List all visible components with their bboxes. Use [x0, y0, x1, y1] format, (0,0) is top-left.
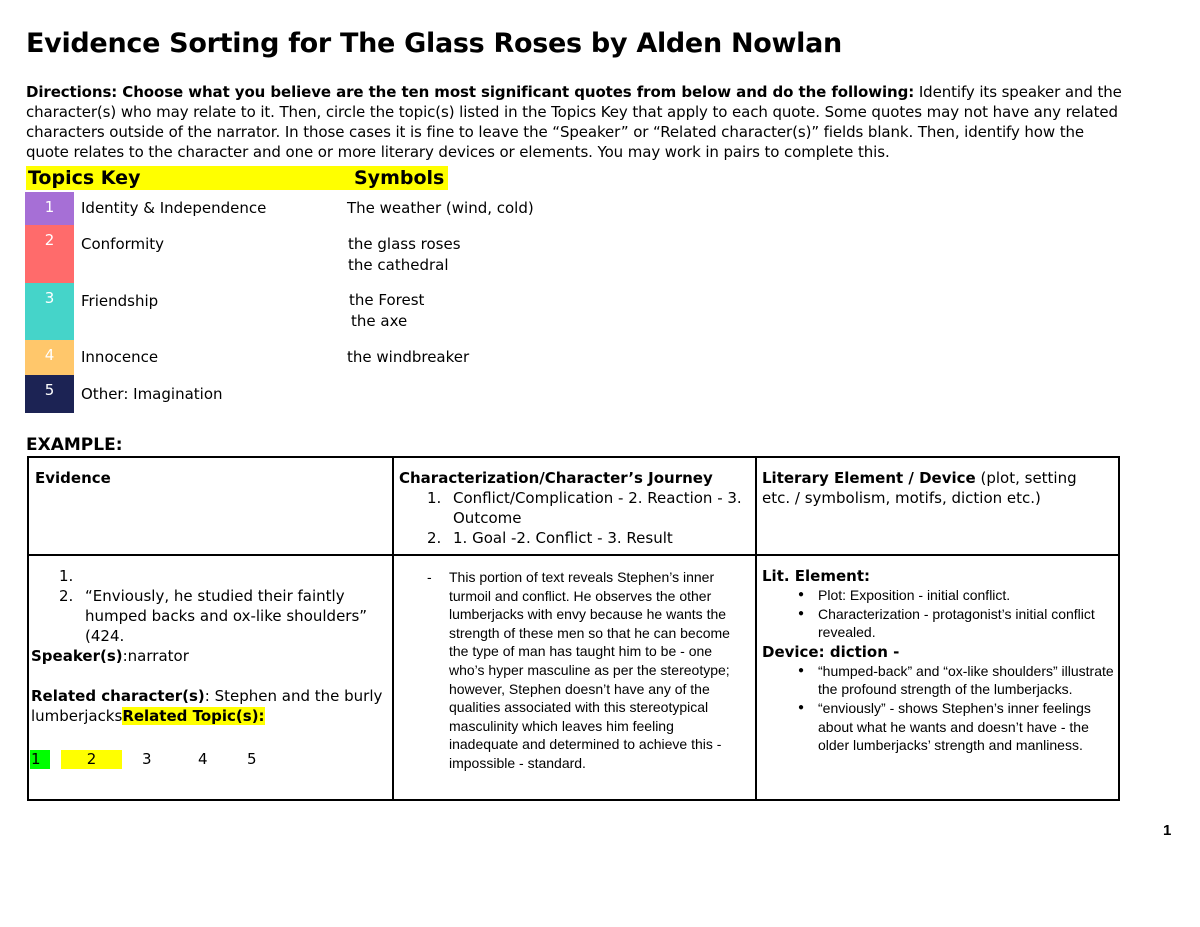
literary-cell — [762, 566, 1114, 755]
topic-label-5: Other: Imagination — [81, 385, 223, 403]
topic-label-4: Innocence — [81, 348, 159, 366]
symbol-cathedral: the cathedral — [348, 256, 449, 274]
header-evidence: Evidence — [35, 469, 111, 487]
step-text: Conflict/Complication - 2. Reaction - 3. Outcome — [453, 489, 742, 527]
lit-element-label: Lit. Element: — [762, 567, 871, 585]
speaker-value: :narrator — [122, 647, 189, 665]
characterization-step — [427, 488, 749, 528]
topic-pick-4: 4 — [198, 750, 208, 768]
table-divider — [755, 458, 757, 799]
page-number: 1 — [1163, 822, 1172, 839]
table-divider — [29, 554, 1118, 556]
header-characterization — [399, 468, 749, 548]
related-label: Related character(s) — [31, 687, 205, 705]
topic-swatch-5: 5 — [25, 375, 74, 413]
related-value: : Stephen and the burly lumberjacks — [31, 687, 383, 725]
topic-label-2: Conformity — [81, 235, 165, 253]
topic-pick-1: 1 — [30, 750, 50, 769]
evidence-cell — [31, 566, 389, 726]
step-number: 2. — [427, 529, 442, 547]
related-line — [31, 686, 389, 726]
header-literary-note: (plot, setting etc. / symbolism, motifs, diction etc.) — [762, 469, 1077, 507]
evidence-quote: “Enviously, he studied their faintly humped backs and ox-like shoulders” (424. — [85, 587, 368, 645]
characterization-steps — [427, 488, 749, 548]
table-divider — [392, 458, 394, 799]
example-label: EXAMPLE: — [26, 435, 123, 455]
topic-pick-5: 5 — [247, 750, 257, 768]
topic-swatch-4: 4 — [25, 340, 74, 375]
topic-pick-3: 3 — [142, 750, 152, 768]
header-characterization-title: Characterization/Character’s Journey — [399, 469, 713, 487]
symbol-weather: The weather (wind, cold) — [347, 199, 534, 217]
topic-swatch-3: 3 — [25, 283, 74, 340]
characterization-text: This portion of text reveals Stephen’s inner turmoil and conflict. He observes the other lumberjacks with envy because he wants the strength of these men so that he can become the type of man has taught him to be - one who’s hyper masculine as per the stereotype; however, Stephen doesn’t have any of the qualities associated with this stereotypical masculinity which leaves him feeling inadequate and determined to achieve this - impossible - standard. — [449, 569, 730, 771]
topic-label-1: Identity & Independence — [81, 199, 267, 217]
characterization-step — [427, 528, 749, 548]
directions-lead: Directions: Choose what you believe are the ten most significant quotes from below and do the following: — [26, 83, 915, 101]
step-number: 1. — [427, 489, 442, 507]
speaker-label: Speaker(s) — [31, 647, 123, 665]
evidence-item — [59, 586, 389, 646]
characterization-dash: - — [427, 569, 432, 585]
symbol-axe: the axe — [351, 312, 408, 330]
directions-body: Identify its speaker and the character(s) who may relate to it. Then, circle the topic(s) listed in the Topics Key that apply to each quote. Some quotes may not have any related characters outside of the narrator. In those cases it is fine to leave the “Speaker” or “Related character(s)” fields blank. Then, identify how the quote relates to the character and one or more literary devices or elements. You may work in pairs to complete this. — [26, 83, 1122, 161]
spacer — [31, 666, 389, 686]
page-title: Evidence Sorting for The Glass Roses by Alden Nowlan — [26, 28, 842, 59]
step-text: 1. Goal -2. Conflict - 3. Result — [453, 529, 673, 547]
item-number: 1. — [59, 567, 74, 585]
symbol-forest: the Forest — [349, 291, 425, 309]
header-literary — [762, 468, 1102, 508]
evidence-list — [59, 566, 389, 646]
symbol-glass-roses: the glass roses — [348, 235, 461, 253]
topics-key-header: Topics Key — [26, 166, 352, 190]
device-item: ● “enviously” - shows Stephen’s inner feelings about what he wants and doesn’t have - the older lumberjacks’ strength and manliness. — [792, 699, 1114, 755]
topic-label-3: Friendship — [81, 292, 159, 310]
device-list — [792, 662, 1114, 755]
lit-element-list — [792, 586, 1114, 642]
directions — [26, 82, 1126, 162]
example-table — [27, 456, 1120, 801]
evidence-item — [59, 566, 389, 586]
speaker-line — [31, 646, 389, 666]
topic-swatch-2: 2 — [25, 225, 74, 283]
symbols-header: Symbols — [352, 166, 448, 190]
related-topics-label: Related Topic(s): — [122, 707, 265, 725]
item-number: 2. — [59, 587, 74, 605]
symbol-windbreaker: the windbreaker — [347, 348, 470, 366]
topic-swatch-1: 1 — [25, 192, 74, 225]
topic-pick-2: 2 — [61, 750, 122, 769]
device-item: ● “humped-back” and “ox-like shoulders” illustrate the profound strength of the lumberjacks. — [792, 662, 1114, 699]
header-literary-title: Literary Element / Device — [762, 469, 976, 487]
lit-element-item: ● Plot: Exposition - initial conflict. — [792, 586, 1114, 605]
lit-element-item: ● Characterization - protagonist’s initial conflict revealed. — [792, 605, 1114, 642]
device-label: Device: diction - — [762, 642, 900, 661]
